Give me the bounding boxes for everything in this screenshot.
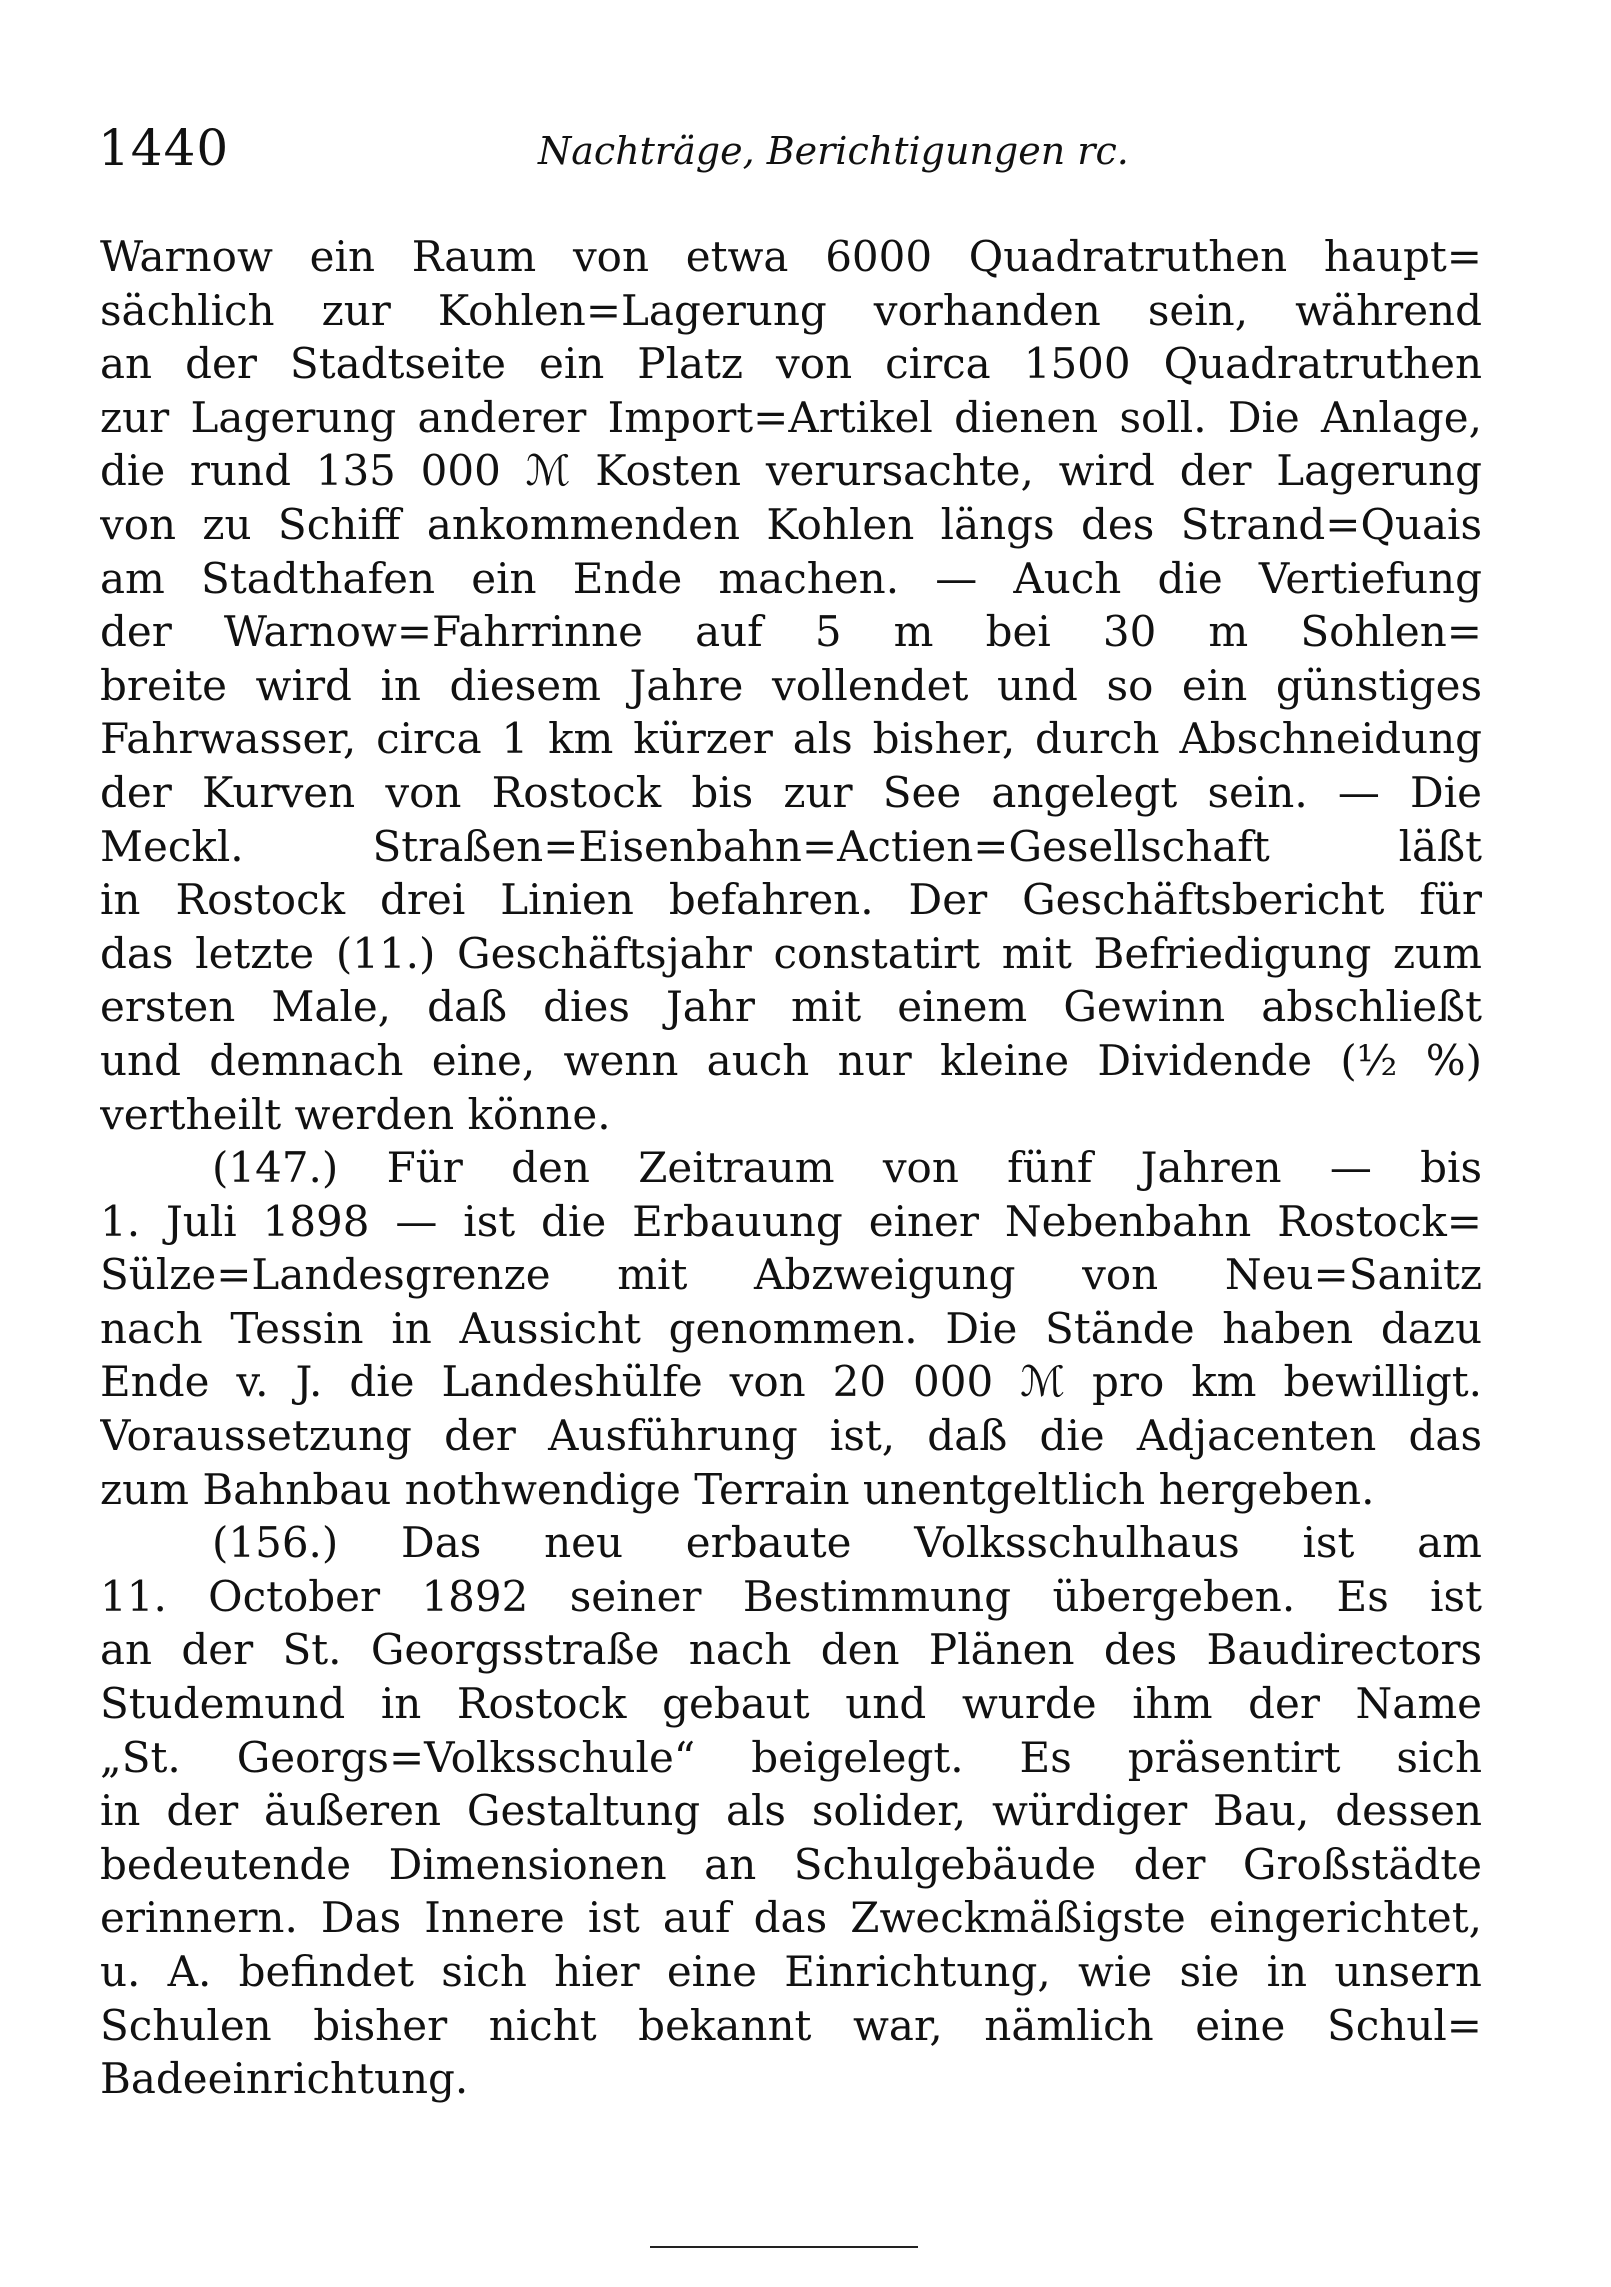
text-line: am Stadthafen ein Ende machen. — Auch die Vertiefung <box>100 553 1482 603</box>
text-line: die rund 135 000 ℳ Kosten verursachte, wird der Lagerung <box>100 446 1482 496</box>
text-line: zur Lagerung anderer Import=Artikel dienen soll. Die Anlage, <box>100 392 1482 442</box>
text-line: vertheilt werden könne. <box>100 1089 611 1139</box>
text-line: und demnach eine, wenn auch nur kleine Dividende (½ %) <box>100 1035 1482 1085</box>
page-header <box>98 118 1498 188</box>
text-line: Schulen bisher nicht bekannt war, nämlich eine Schul= <box>100 2000 1482 2050</box>
body-text <box>100 230 1482 2106</box>
paragraph-start-line: (147.) Für den Zeitraum von fünf Jahren — bis <box>212 1143 1482 1193</box>
text-line: an der Stadtseite ein Platz von circa 1500 Quadratruthen <box>100 339 1482 389</box>
paragraph-start-line: (156.) Das neu erbaute Volksschulhaus ist am <box>212 1518 1482 1568</box>
running-head: Nachträge, Berichtigungen rc. <box>538 129 1129 173</box>
text-line: der Kurven von Rostock bis zur See angelegt sein. — Die <box>100 767 1482 817</box>
text-line: erinnern. Das Innere ist auf das Zweckmäßigste eingerichtet, <box>100 1893 1482 1943</box>
text-line: u. A. befindet sich hier eine Einrichtung, wie sie in unsern <box>100 1947 1482 1996</box>
text-line: ersten Male, daß dies Jahr mit einem Gewinn abschließt <box>100 982 1482 1032</box>
text-line: Meckl. Straßen=Eisenbahn=Actien=Gesellschaft läßt <box>100 821 1482 871</box>
text-line: 1. Juli 1898 — ist die Erbauung einer Nebenbahn Rostock= <box>100 1196 1482 1246</box>
text-line: „St. Georgs=Volksschule“ beigelegt. Es präsentirt sich <box>100 1732 1482 1782</box>
text-line: Sülze=Landesgrenze mit Abzweigung von Neu=Sanitz <box>100 1250 1482 1300</box>
footer-rule <box>650 2246 918 2248</box>
text-line: an der St. Georgsstraße nach den Plänen des Baudirectors <box>100 1625 1482 1675</box>
text-line: nach Tessin in Aussicht genommen. Die Stände haben dazu <box>100 1303 1482 1353</box>
text-line: das letzte (11.) Geschäftsjahr constatirt mit Befriedigung zum <box>100 928 1482 978</box>
text-line: zum Bahnbau nothwendige Terrain unentgeltlich hergeben. <box>100 1464 1375 1514</box>
text-line: Ende v. J. die Landeshülfe von 20 000 ℳ pro km bewilligt. <box>100 1357 1482 1407</box>
text-line: sächlich zur Kohlen=Lagerung vorhanden sein, während <box>100 285 1482 335</box>
text-line: bedeutende Dimensionen an Schulgebäude der Großstädte <box>100 1839 1482 1889</box>
text-line: breite wird in diesem Jahre vollendet und so ein günstiges <box>100 660 1482 710</box>
text-line: in der äußeren Gestaltung als solider, würdiger Bau, dessen <box>100 1786 1482 1836</box>
text-line: 11. October 1892 seiner Bestimmung übergeben. Es ist <box>100 1571 1482 1621</box>
text-line: Badeeinrichtung. <box>100 2054 469 2104</box>
text-line: Voraussetzung der Ausführung ist, daß die Adjacenten das <box>100 1411 1482 1461</box>
text-line: der Warnow=Fahrrinne auf 5 m bei 30 m Sohlen= <box>100 607 1482 657</box>
text-line: von zu Schiff ankommenden Kohlen längs des Strand=Quais <box>100 499 1482 549</box>
text-line: Warnow ein Raum von etwa 6000 Quadratruthen haupt= <box>100 232 1482 281</box>
page-number: 1440 <box>98 119 230 177</box>
text-line: Studemund in Rostock gebaut und wurde ihm der Name <box>100 1679 1482 1729</box>
text-line: in Rostock drei Linien befahren. Der Geschäftsbericht für <box>100 875 1482 925</box>
text-line: Fahrwasser, circa 1 km kürzer als bisher, durch Abschneidung <box>100 714 1482 764</box>
